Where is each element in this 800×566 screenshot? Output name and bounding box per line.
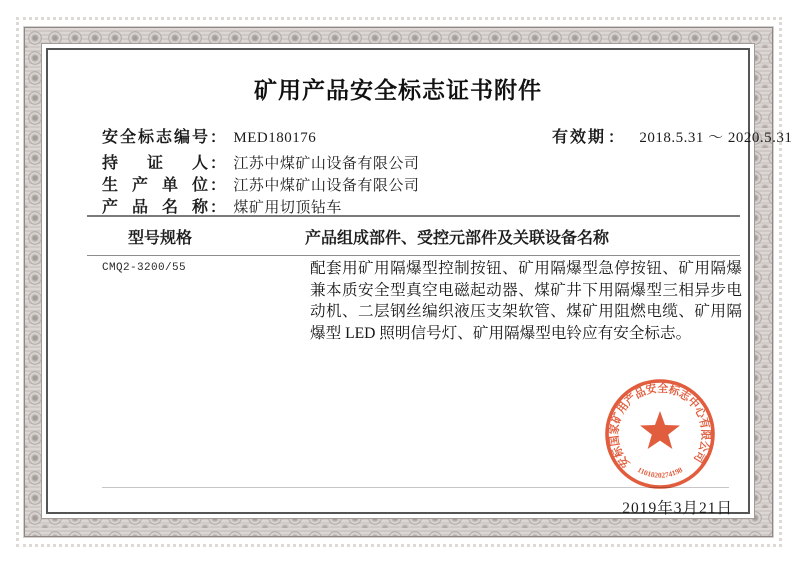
holder-label: 持证人 — [102, 155, 208, 172]
seal-star-icon — [640, 411, 680, 449]
table-header-model: 型号规格 — [127, 230, 193, 247]
model-spec-value: CMQ2-3200/55 — [102, 262, 187, 274]
colon: ： — [210, 199, 226, 216]
validity-label: 有效期 — [552, 129, 607, 146]
product-label: 产品名称 — [102, 199, 208, 216]
table-header-components: 产品组成部件、受控元部件及关联设备名称 — [304, 230, 610, 247]
validity-group — [552, 124, 792, 147]
holder-row — [102, 150, 419, 170]
product-row — [102, 194, 342, 214]
colon: ： — [608, 129, 624, 146]
components-text: 配套用矿用隔爆型控制按钮、矿用隔爆型急停按钮、矿用隔爆兼本质安全型真空电磁起动器、煤矿井下用隔爆型三相异步电动机、二层钢丝编织液压支架软管、煤矿用阻燃电缆、矿用隔爆型 LED 照明信号灯、矿用隔爆型电铃应有安全标志。 — [310, 260, 742, 342]
product-value: 煤矿用切顶钻车 — [233, 200, 342, 216]
seal-company-text: 安标国家矿用产品安全标志中心有限公司 — [608, 382, 712, 470]
colon: ： — [210, 177, 226, 194]
manufacturer-value: 江苏中煤矿山设备有限公司 — [233, 178, 420, 194]
certificate-body — [46, 48, 793, 517]
colon: ： — [210, 129, 226, 146]
cert-number-row — [102, 124, 793, 146]
manufacturer-label: 生产单位 — [102, 177, 208, 194]
table-top-rule — [87, 215, 740, 217]
certificate-title: 矿用产品安全标志证书附件 — [254, 78, 542, 103]
colon: ： — [210, 155, 226, 172]
holder-value: 江苏中煤矿山设备有限公司 — [233, 156, 420, 172]
seal-number-text: 1101020274198 — [635, 465, 685, 480]
cert-number-label: 安全标志编号 — [102, 129, 208, 146]
validity-value: 2018.5.31 ～ 2020.5.31 — [639, 130, 793, 146]
cert-number-value: MED180176 — [233, 130, 317, 146]
red-seal-stamp — [595, 369, 725, 499]
issue-date: 2019年3月21日 — [622, 500, 733, 517]
table-header-rule — [87, 255, 740, 256]
manufacturer-row — [102, 172, 419, 192]
